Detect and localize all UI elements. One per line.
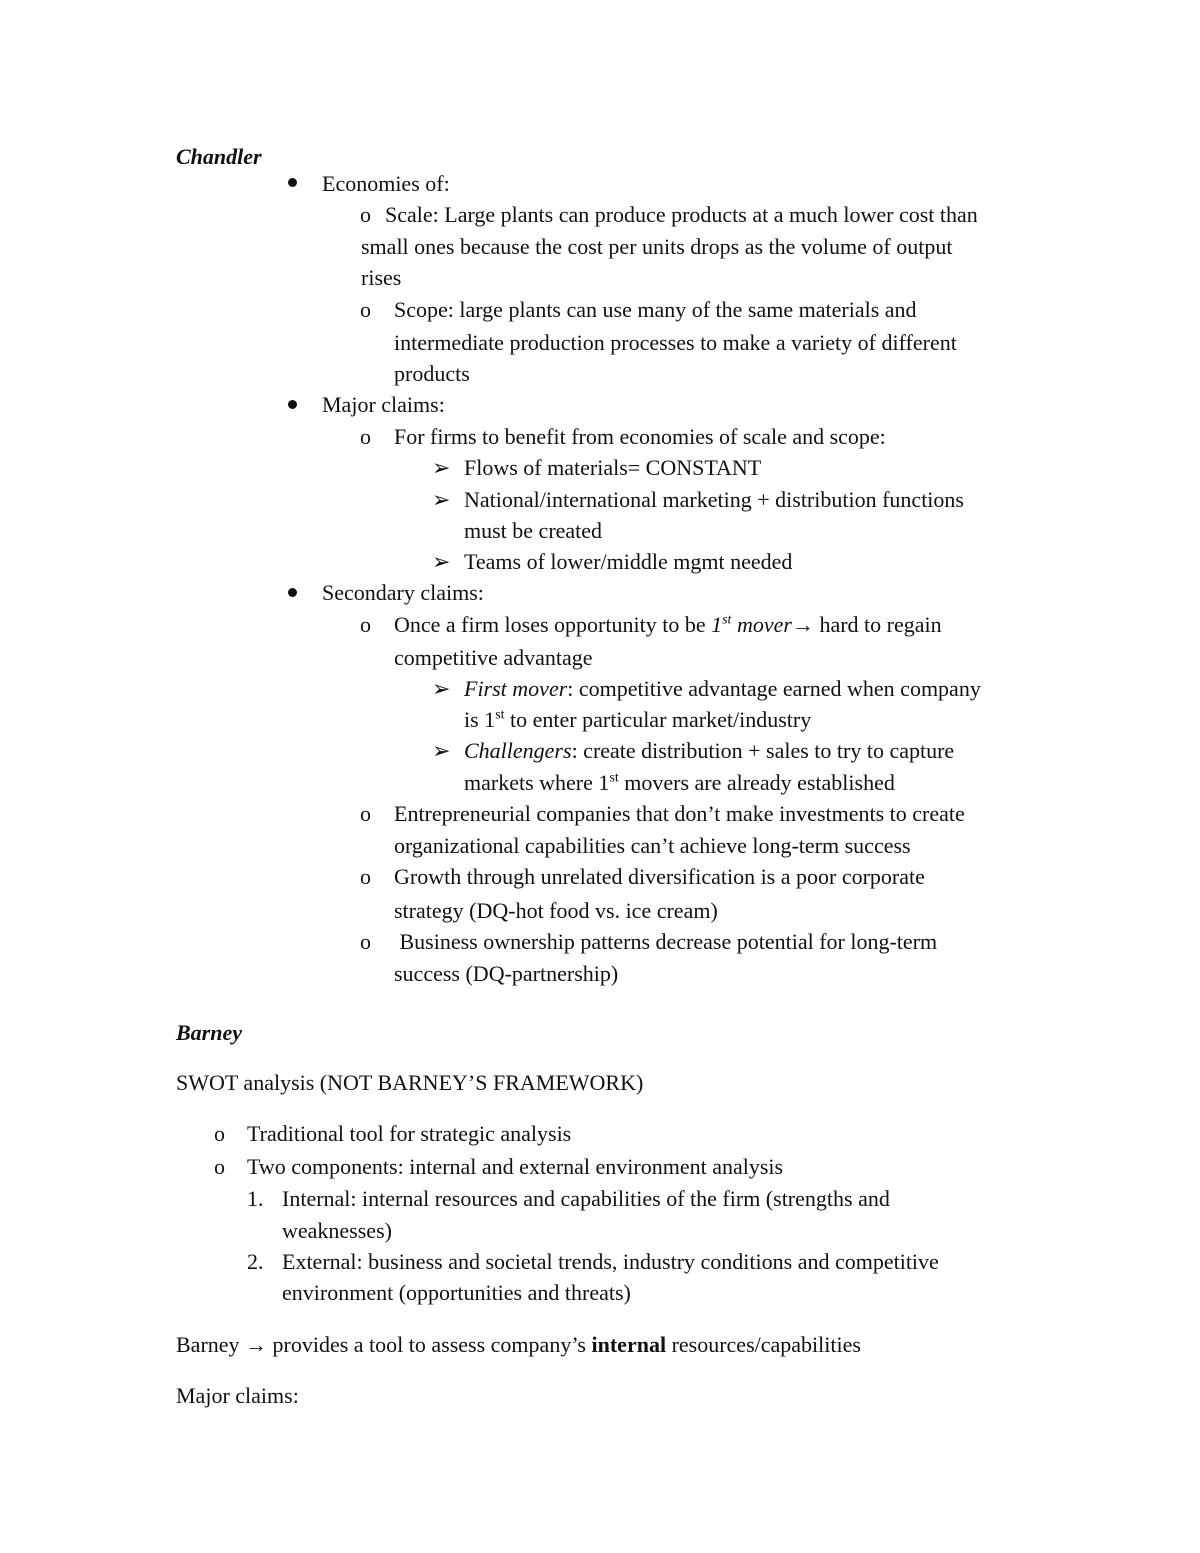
list-number: 1. [247,1186,264,1211]
ownership-line-1: Business ownership patterns decrease potential for long-term [394,929,938,954]
circle-bullet-icon: o [214,1154,225,1179]
two-components-item: Two components: internal and external environment analysis [247,1154,784,1179]
circle-bullet-icon: o [360,612,371,637]
traditional-tool-item: Traditional tool for strategic analysis [247,1121,572,1146]
bullet-icon [288,400,297,409]
circle-bullet-icon: o [360,297,371,322]
growth-line-2: strategy (DQ-hot food vs. ice cream) [394,898,718,923]
first-mover-def-line-1: First mover: competitive advantage earned when company [464,676,981,701]
teams-item: Teams of lower/middle mgmt needed [464,549,793,574]
circle-bullet-icon: o [360,424,371,449]
circle-bullet-icon: o [360,801,371,826]
scope-line-3: products [394,361,470,386]
barney-major-claims: Major claims: [176,1383,299,1408]
challengers-line-2: markets where 1st movers are already established [464,770,895,795]
circle-bullet-icon: o [360,864,371,889]
arrow-bullet-icon: ➢ [432,455,451,480]
scale-line-2: small ones because the cost per units drops as the volume of output [361,234,953,259]
barney-tool-statement: Barney → provides a tool to assess company’s internal resources/capabilities [176,1332,861,1357]
arrow-bullet-icon: ➢ [432,487,451,512]
list-number: 2. [247,1249,264,1274]
circle-bullet-icon: o [214,1121,225,1146]
barney-heading: Barney [176,1020,242,1045]
arrow-bullet-icon: ➢ [432,676,451,701]
swot-title: SWOT analysis (NOT BARNEY’S FRAMEWORK) [176,1070,644,1095]
scale-line-3: rises [361,265,402,290]
first-mover-claim-line-1: Once a firm loses opportunity to be 1st mover→ hard to regain [394,612,942,637]
ownership-line-2: success (DQ-partnership) [394,961,619,986]
chandler-heading: Chandler [176,144,262,169]
circle-bullet-icon: o [360,929,371,954]
arrow-bullet-icon: ➢ [432,549,451,574]
economies-item: Economies of: [322,171,450,196]
entrepreneurial-line-2: organizational capabilities can’t achieve long-term success [394,833,911,858]
bullet-icon [288,178,297,187]
first-mover-def-line-2: is 1st to enter particular market/industry [464,707,812,732]
scope-line-2: intermediate production processes to make a variety of different [394,330,957,355]
arrow-bullet-icon: ➢ [432,738,451,763]
flows-item: Flows of materials= CONSTANT [464,455,762,480]
internal-line-2: weaknesses) [282,1218,392,1243]
secondary-claims-item: Secondary claims: [322,580,484,605]
entrepreneurial-line-1: Entrepreneurial companies that don’t make investments to create [394,801,965,826]
external-line-1: External: business and societal trends, industry conditions and competitive [282,1249,939,1274]
growth-line-1: Growth through unrelated diversification is a poor corporate [394,864,925,889]
national-line-1: National/international marketing + distribution functions [464,487,964,512]
internal-line-1: Internal: internal resources and capabilities of the firm (strengths and [282,1186,890,1211]
scale-line-1: Scale: Large plants can produce products at a much lower cost than [385,202,978,227]
scope-line-1: Scope: large plants can use many of the same materials and [394,297,917,322]
bullet-icon [288,588,297,597]
external-line-2: environment (opportunities and threats) [282,1280,631,1305]
circle-bullet-icon: o [360,202,371,227]
challengers-line-1: Challengers: create distribution + sales to try to capture [464,738,955,763]
firms-benefit-item: For firms to benefit from economies of scale and scope: [394,424,886,449]
major-claims-item: Major claims: [322,392,445,417]
national-line-2: must be created [464,518,603,543]
first-mover-claim-line-2: competitive advantage [394,645,593,670]
